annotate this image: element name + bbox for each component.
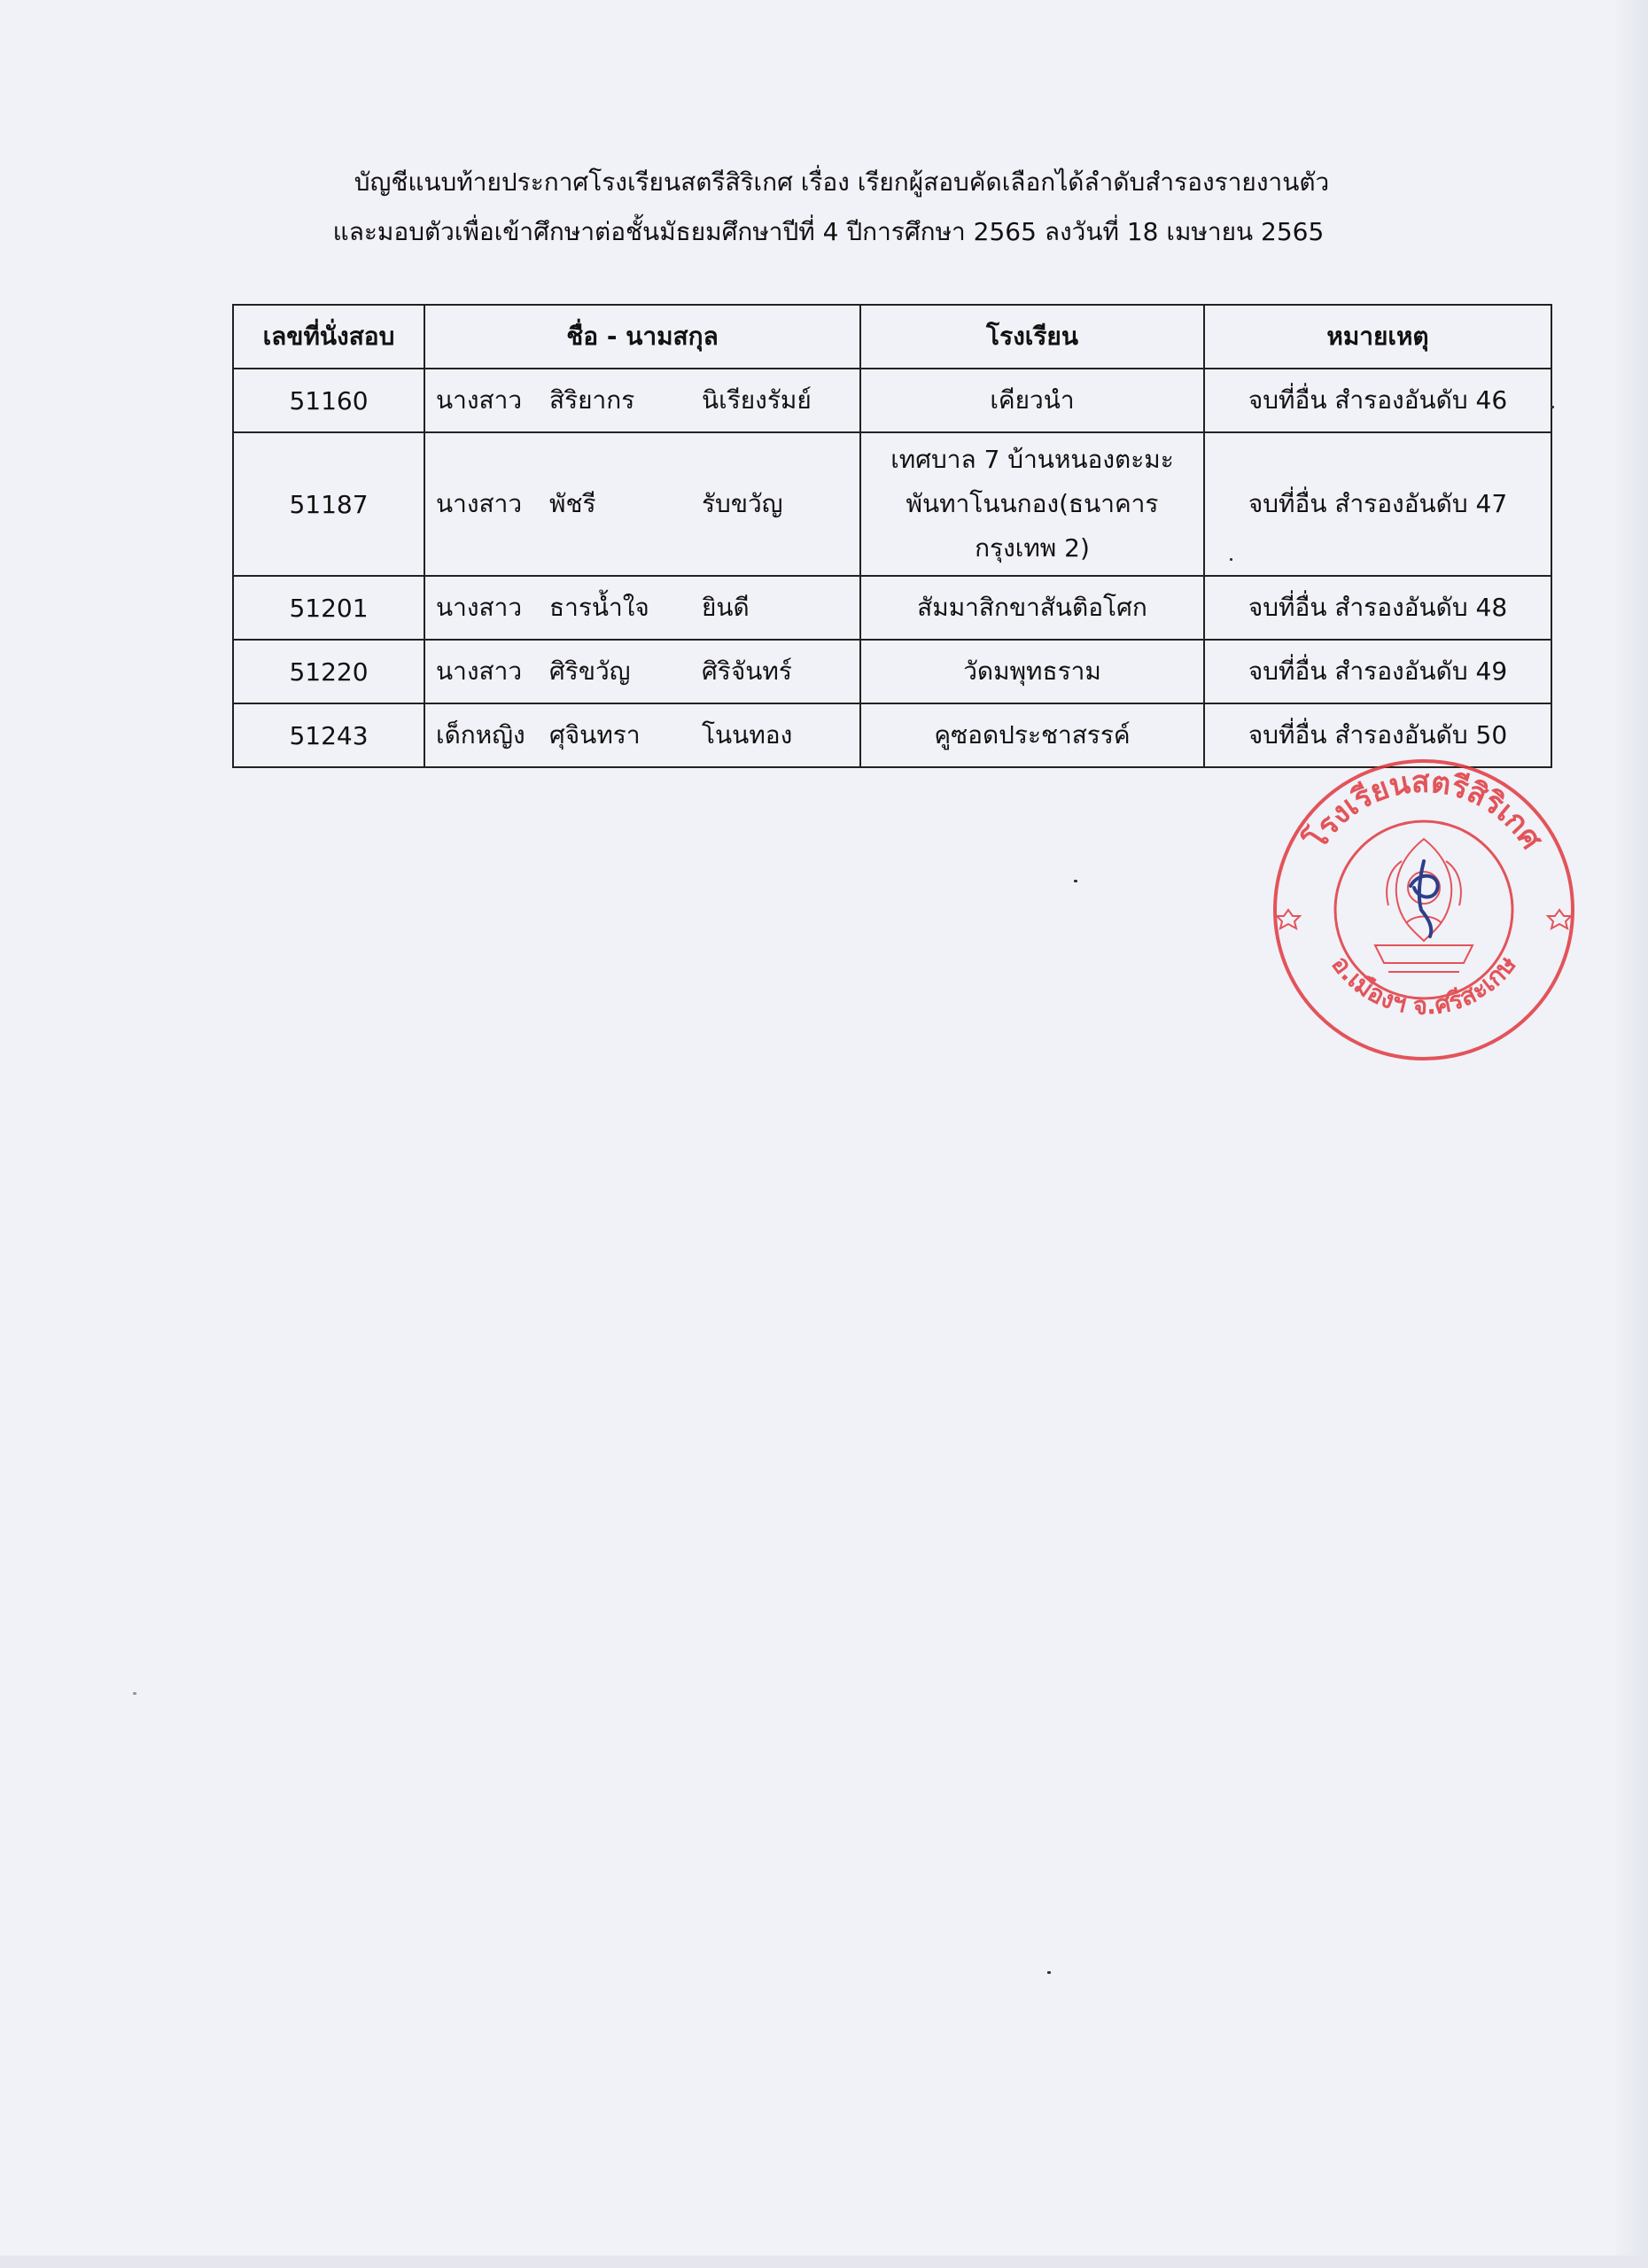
table-row	[233, 576, 1551, 640]
remark: จบที่อื่น สำรองอันดับ 49	[1204, 640, 1551, 703]
full-name	[424, 432, 860, 576]
column-header-school: โรงเรียน	[860, 305, 1204, 369]
school-line: เคียวนำ	[990, 385, 1075, 415]
school-line: สัมมาสิกขาสันติอโศก	[917, 593, 1147, 622]
name-title: นางสาว	[436, 656, 523, 686]
first-name: ศุจินทรา	[549, 720, 641, 750]
full-name	[424, 576, 860, 640]
first-name: ศิริขวัญ	[549, 656, 631, 686]
first-name: ธารน้ำใจ	[549, 593, 649, 622]
document-header	[0, 158, 1648, 257]
name-title: นางสาว	[436, 385, 523, 415]
seat-number: 51243	[233, 703, 424, 767]
school-line: กรุงเทพ 2)	[975, 533, 1090, 563]
last-name: ยินดี	[702, 593, 750, 622]
header-line-2: และมอบตัวเพื่อเข้าศึกษาต่อชั้นมัธยมศึกษาปีที่ 4 ปีการศึกษา 2565 ลงวันที่ 18 เมษายน 2565	[332, 217, 1325, 246]
remark: จบที่อื่น สำรองอันดับ 48	[1204, 576, 1551, 640]
remark: จบที่อื่น สำรองอันดับ 50	[1204, 703, 1551, 767]
first-name: สิริยากร	[549, 385, 635, 415]
star-icon	[1277, 910, 1300, 928]
last-name: นิเรียงรัมย์	[702, 385, 812, 415]
table-row	[233, 432, 1551, 576]
school-name	[860, 703, 1204, 767]
seat-number: 51187	[233, 432, 424, 576]
scan-speck	[1047, 1971, 1051, 1974]
header-line-1: บัญชีแนบท้ายประกาศโรงเรียนสตรีสิริเกศ เรื่อง เรียกผู้สอบคัดเลือกได้ลำดับสำรองรายงานตัว	[354, 167, 1330, 197]
scan-speck	[1551, 406, 1554, 408]
seal-top-text: โรงเรียนสตรีสิริเกศ	[1298, 764, 1550, 857]
school-name	[860, 432, 1204, 576]
results-table	[232, 304, 1552, 768]
seat-number: 51160	[233, 369, 424, 432]
last-name: ศิริจันทร์	[702, 656, 792, 686]
school-line: พันทาโนนกอง(ธนาคาร	[906, 489, 1159, 518]
emblem-icon	[1375, 839, 1473, 972]
paper-bottom-edge	[0, 2256, 1648, 2268]
name-title: เด็กหญิง	[436, 720, 525, 750]
name-title: นางสาว	[436, 593, 523, 622]
school-name	[860, 576, 1204, 640]
school-name	[860, 369, 1204, 432]
first-name: พัชรี	[549, 489, 596, 518]
remark: จบที่อื่น สำรองอันดับ 47	[1204, 432, 1551, 576]
column-header-name: ชื่อ - นามสกุล	[424, 305, 860, 369]
remark: จบที่อื่น สำรองอันดับ 46	[1204, 369, 1551, 432]
scan-speck	[133, 1692, 136, 1695]
seat-number: 51201	[233, 576, 424, 640]
table-header-row	[233, 305, 1551, 369]
table-row	[233, 369, 1551, 432]
school-line: คูซอดประชาสรรค์	[934, 720, 1131, 750]
last-name: โนนทอง	[702, 720, 793, 750]
column-header-seat: เลขที่นั่งสอบ	[233, 305, 424, 369]
column-header-note: หมายเหตุ	[1204, 305, 1551, 369]
seal-bottom-text: อ.เมืองฯ จ.ศรีสะเกษ	[1325, 950, 1522, 1021]
school-seal-stamp	[1269, 755, 1579, 1065]
last-name: รับขวัญ	[702, 489, 783, 518]
scan-speck	[1230, 558, 1232, 561]
school-name	[860, 640, 1204, 703]
scan-speck	[1074, 880, 1077, 882]
school-line: วัดมพุทธราม	[963, 656, 1101, 686]
paper-right-edge	[1616, 0, 1648, 2268]
full-name	[424, 369, 860, 432]
full-name	[424, 640, 860, 703]
full-name	[424, 703, 860, 767]
seat-number: 51220	[233, 640, 424, 703]
table-row	[233, 640, 1551, 703]
name-title: นางสาว	[436, 489, 523, 518]
school-line: เทศบาล 7 บ้านหนองตะมะ	[890, 445, 1174, 474]
star-icon	[1548, 910, 1571, 928]
